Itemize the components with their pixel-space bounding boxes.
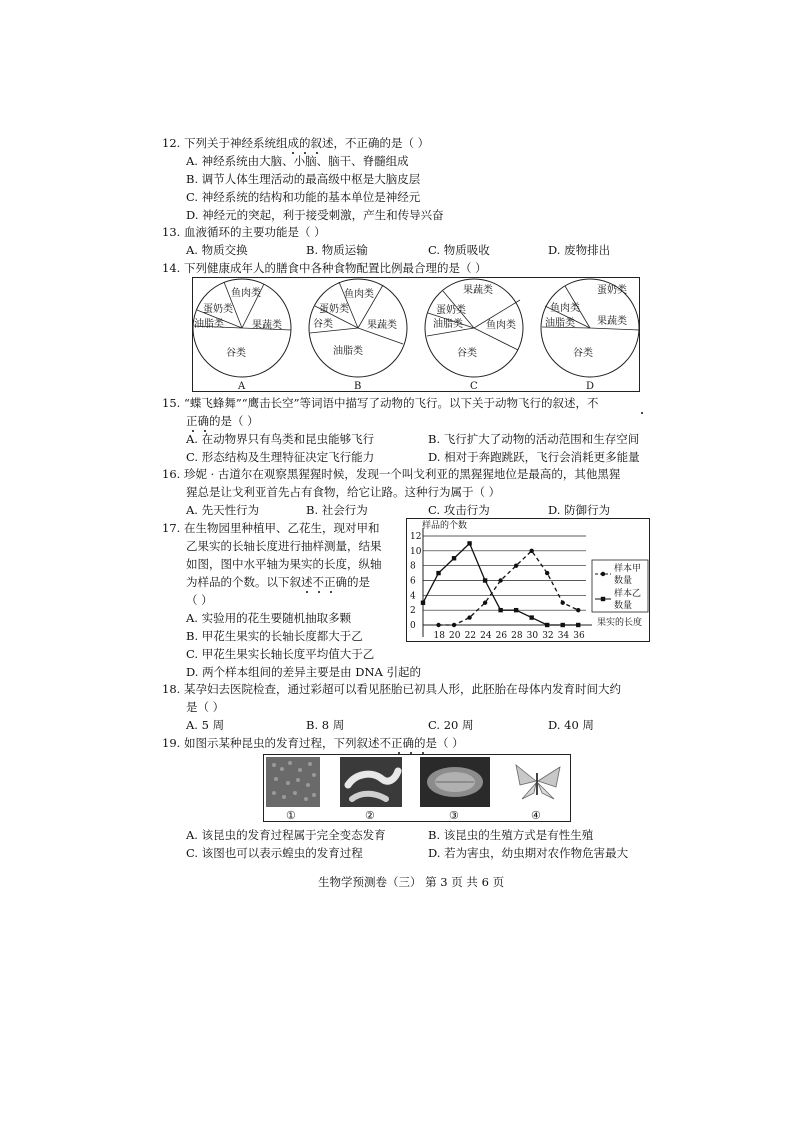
- pie-d-label-2: 鱼肉类: [550, 303, 580, 314]
- q12-option-a: A. 神经系统由大脑、小脑、脑干、脊髓组成: [186, 154, 409, 168]
- pie-b-label-4: 果蔬类: [367, 320, 397, 331]
- q19-option-a: A. 该昆虫的发育过程属于完全变态发育: [186, 828, 386, 842]
- series-1-point: [529, 549, 533, 553]
- pie-chart-c: [425, 279, 523, 391]
- pie-a-label-1: 鱼肉类: [231, 288, 261, 299]
- q13-stem: 13. 血液循环的主要功能是（ ）: [162, 225, 326, 239]
- q17-stem-line1: 17. 在生物园里种植甲、乙花生，现对甲和: [162, 521, 380, 535]
- q15-option-a: A. 在动物界只有鸟类和昆虫能够飞行: [186, 432, 375, 446]
- series-1-point: [561, 601, 565, 605]
- q16-option-b: B. 社会行为: [306, 503, 368, 517]
- q15-option-b: B. 飞行扩大了动物的活动范围和生存空间: [428, 432, 640, 446]
- series-1-point: [545, 571, 549, 575]
- q13-option-d: D. 废物排出: [548, 243, 611, 257]
- q18-option-d: D. 40 周: [548, 718, 594, 732]
- chart-legend: [592, 560, 648, 612]
- q19-stem: 19. 如图示某种昆虫的发育过程，下列叙述不正确的是（ ）: [162, 736, 464, 750]
- pie-d-letter: D: [586, 381, 595, 391]
- series-2-point: [529, 615, 533, 619]
- pie-chart-a: [193, 279, 291, 391]
- q13-option-c: C. 物质吸收: [428, 243, 490, 257]
- series-2-point: [421, 601, 425, 605]
- x-tick-label: 36: [573, 631, 585, 641]
- q13-option-a: A. 物质交换: [186, 243, 248, 257]
- q12-option-b: B. 调节人体生理活动的最高级中枢是大脑皮层: [186, 172, 421, 186]
- y-tick-label: 10: [410, 546, 422, 557]
- chart-x-ticks: [434, 631, 585, 641]
- pie-c-label-2: 蛋奶类: [436, 305, 466, 316]
- q13-option-b: B. 物质运输: [306, 243, 368, 257]
- y-tick-label: 4: [410, 591, 416, 602]
- x-tick-label: 26: [495, 631, 508, 641]
- q15-stem-line1: 15. “蝶飞蜂舞”“鹰击长空”等词语中描写了动物的飞行。以下关于动物飞行的叙述，不: [162, 396, 599, 410]
- eggs-image: [266, 757, 320, 807]
- pie-a-label-4: 果蔬类: [252, 320, 282, 331]
- emphasis-dot: [641, 412, 643, 414]
- chart-x-axis-label: 果实的长度: [597, 618, 643, 628]
- q16-stem-line1: 16. 珍妮 · 古道尔在观察黑猩猩时候，发现一个叫戈利亚的黑猩猩地位是最高的，其他黑猩: [162, 467, 621, 481]
- y-tick-label: 6: [410, 576, 416, 587]
- larva-image: [340, 757, 402, 807]
- series-2-point: [498, 608, 502, 612]
- pie-b-label-1: 鱼肉类: [344, 289, 374, 300]
- pie-d-label-5: 谷类: [573, 348, 593, 359]
- q14-stem: 14. 下列健康成年人的膳食中各种食物配置比例最合理的是（ ）: [162, 261, 487, 275]
- series-1-point: [467, 615, 471, 619]
- legend-label-b-line1: 样本乙: [614, 589, 642, 599]
- q19-option-d: D. 若为害虫，幼虫期对农作物危害最大: [428, 846, 629, 860]
- x-tick-label: 34: [557, 631, 570, 641]
- pie-a-label-2: 蛋奶类: [203, 304, 233, 315]
- emphasis-dot: [306, 591, 308, 593]
- stage-4-number: ④: [531, 809, 541, 821]
- legend-label-a-line1: 样本甲: [614, 564, 642, 574]
- series-2-point: [576, 623, 580, 627]
- pie-b-label-2: 蛋奶类: [319, 304, 349, 315]
- q15-stem-line2: 正确的是（ ）: [186, 414, 259, 428]
- pie-a-label-3: 油脂类: [194, 319, 224, 330]
- q18-stem-line2: 是（ ）: [186, 700, 225, 714]
- chart-axes: [423, 528, 592, 637]
- series-line-1: [439, 551, 579, 625]
- chart-y-axis-label: 样品的个数: [422, 521, 468, 531]
- pie-a-letter: A: [238, 381, 246, 391]
- pie-c-letter: C: [470, 381, 478, 391]
- x-tick-label: 24: [480, 631, 492, 641]
- legend-label-b-line2: 数量: [614, 601, 633, 611]
- pie-c-label-5: 谷类: [457, 348, 477, 359]
- q16-option-a: A. 先天性行为: [186, 503, 260, 517]
- series-1-point: [514, 563, 518, 567]
- x-tick-label: 18: [433, 631, 445, 641]
- series-2-point: [545, 623, 549, 627]
- x-tick-label: 30: [526, 631, 539, 641]
- stage-1-number: ①: [286, 809, 296, 821]
- series-1-point: [452, 623, 456, 627]
- q16-option-d: D. 防御行为: [548, 503, 611, 517]
- pie-c-label-4: 鱼肉类: [486, 320, 516, 331]
- q19-option-c: C. 该图也可以表示蝗虫的发育过程: [186, 846, 363, 860]
- q15-option-d: D. 相对于奔跑跳跃，飞行会消耗更多能量: [428, 450, 640, 464]
- series-2-point: [561, 623, 565, 627]
- chart-grid: [423, 536, 586, 610]
- pie-d-label-4: 果蔬类: [597, 316, 627, 327]
- x-tick-label: 20: [449, 631, 461, 641]
- q15-option-c: C. 形态结构及生理特征决定飞行能力: [186, 450, 375, 464]
- chart-series: [421, 541, 581, 627]
- q17-option-b: B. 甲花生果实的长轴长度都大于乙: [186, 629, 363, 643]
- series-2-point: [436, 571, 440, 575]
- pie-c-label-1: 果蔬类: [463, 285, 493, 296]
- pie-b-label-3: 谷类: [313, 319, 333, 330]
- q16-stem-line2: 猩总是让戈利亚首先占有食物，给它让路。这种行为属于（ ）: [186, 485, 501, 499]
- pie-d-label-1: 蛋奶类: [597, 285, 627, 296]
- series-1-point: [576, 608, 580, 612]
- y-tick-label: 0: [410, 621, 416, 631]
- q12-stem: 12. 下列关于神经系统组成的叙述，不正确的是（ ）: [162, 136, 430, 150]
- q12-option-c: C. 神经系统的结构和功能的基本单位是神经元: [186, 190, 421, 204]
- pupa-image: [420, 757, 490, 807]
- q17-stem-line3: 如图，图中水平轴为果实的长度，纵轴: [186, 557, 382, 571]
- q18-stem-line1: 18. 某孕妇去医院检查，通过彩超可以看见胚胎已初具人形，此胚胎在母体内发育时间大约: [162, 682, 621, 696]
- pie-d-label-3: 油脂类: [545, 318, 575, 329]
- chart-y-ticks: [410, 532, 422, 631]
- pie-chart-d: [541, 279, 639, 391]
- x-tick-label: 28: [511, 631, 523, 641]
- stage-3-number: ③: [449, 809, 459, 821]
- legend-marker-a: [601, 572, 605, 576]
- series-line-2: [423, 543, 578, 625]
- stage-2-number: ②: [365, 809, 375, 821]
- moth-image: [508, 757, 566, 807]
- pie-chart-panel: [192, 277, 640, 392]
- pie-b-label-5: 油脂类: [333, 346, 363, 357]
- series-1-point: [498, 578, 502, 582]
- fruit-length-chart: [406, 518, 650, 642]
- series-2-point: [452, 556, 456, 560]
- q18-option-c: C. 20 周: [428, 718, 474, 732]
- emphasis-dot: [330, 591, 332, 593]
- legend-label-a-line2: 数量: [614, 576, 633, 586]
- legend-marker-b: [601, 597, 605, 601]
- x-tick-label: 22: [464, 631, 477, 641]
- q12-option-d: D. 神经元的突起，利于接受刺激，产生和传导兴奋: [186, 208, 444, 222]
- q17-stem-line2: 乙果实的长轴长度进行抽样测量，结果: [186, 539, 382, 553]
- pie-a-label-5: 谷类: [226, 348, 246, 359]
- series-2-point: [467, 541, 471, 545]
- q18-option-b: B. 8 周: [306, 718, 345, 732]
- q19-option-b: B. 该昆虫的生殖方式是有性生殖: [428, 828, 594, 842]
- series-2-point: [483, 578, 487, 582]
- y-tick-label: 8: [410, 561, 416, 572]
- pie-b-letter: B: [354, 381, 362, 391]
- emphasis-dot: [318, 591, 320, 593]
- q17-option-a: A. 实验用的花生要随机抽取多颗: [186, 611, 352, 625]
- series-1-point: [483, 601, 487, 605]
- pie-c-label-3: 油脂类: [433, 319, 463, 330]
- q17-stem-line4: 为样品的个数。以下叙述不正确的是: [186, 575, 370, 589]
- y-tick-label: 2: [410, 606, 416, 617]
- x-tick-label: 32: [542, 631, 554, 641]
- series-2-point: [514, 608, 518, 612]
- q17-stem-line5: （ ）: [186, 593, 213, 607]
- q17-option-d: D. 两个样本组间的差异主要是由 DNA 引起的: [186, 665, 422, 679]
- q16-option-c: C. 攻击行为: [428, 503, 490, 517]
- pie-chart-b: [309, 279, 407, 391]
- page-footer: 生物学预测卷（三） 第 3 页 共 6 页: [318, 875, 505, 889]
- y-tick-label: 12: [410, 532, 422, 542]
- q17-option-c: C. 甲花生果实长轴长度平均值大于乙: [186, 647, 375, 661]
- insect-development-panel: [263, 754, 571, 822]
- series-1-point: [436, 623, 440, 627]
- q18-option-a: A. 5 周: [186, 718, 225, 732]
